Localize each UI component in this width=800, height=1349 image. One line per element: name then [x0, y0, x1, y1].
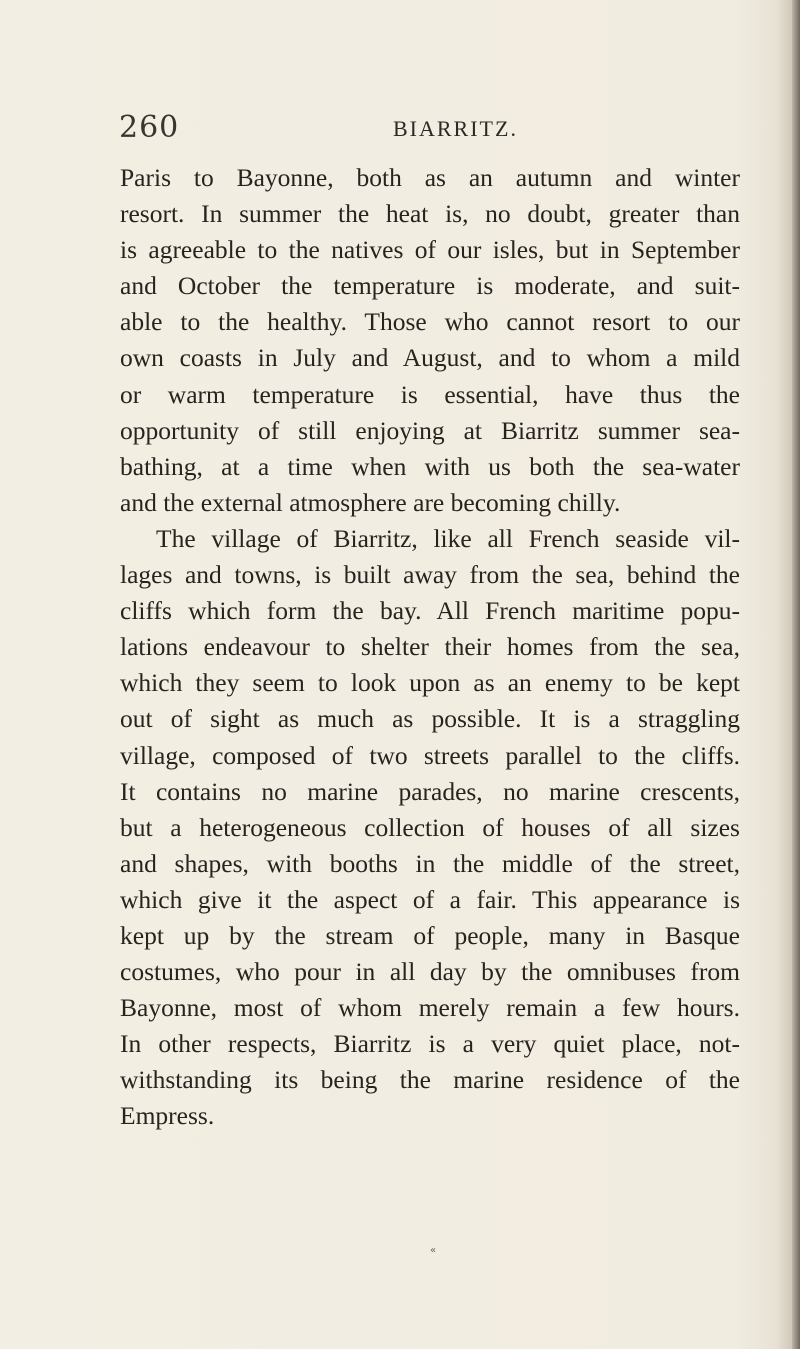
text-line: lages and towns, is built away from the sea, behind the: [120, 560, 740, 590]
text-line: and October the temperature is moderate, and suit-: [120, 271, 740, 301]
page-header: [119, 110, 719, 150]
text-line: In other respects, Biarritz is a very quiet place, not-: [120, 1029, 740, 1059]
text-line: opportunity of still enjoying at Biarritz summer sea-: [120, 415, 740, 445]
text-line: kept up by the stream of people, many in Basque: [120, 920, 740, 950]
text-line: and the external atmosphere are becoming chilly.: [120, 487, 621, 517]
text-line: and shapes, with booths in the middle of the street,: [120, 848, 740, 878]
text-line: village, composed of two streets parallel to the cliffs.: [120, 740, 740, 770]
text-line: It contains no marine parades, no marine crescents,: [120, 776, 740, 806]
text-line: cliffs which form the bay. All French maritime popu-: [120, 596, 740, 626]
text-line: withstanding its being the marine residence of the: [120, 1065, 740, 1095]
text-line: out of sight as much as possible. It is a straggling: [120, 704, 740, 734]
text-line: Bayonne, most of whom merely remain a few hours.: [120, 993, 740, 1023]
text-line: able to the healthy. Those who cannot resort to our: [120, 307, 740, 337]
text-line: is agreeable to the natives of our isles, but in September: [120, 235, 740, 265]
text-line: costumes, who pour in all day by the omnibuses from: [120, 957, 740, 987]
text-line: which give it the aspect of a fair. This appearance is: [120, 884, 740, 914]
text-line: bathing, at a time when with us both the sea-water: [120, 451, 740, 481]
text-line: resort. In summer the heat is, no doubt, greater than: [120, 199, 740, 229]
text-line: lations endeavour to shelter their homes from the sea,: [120, 632, 740, 662]
page-edge-shadow: [792, 0, 800, 1349]
text-line: The village of Biarritz, like all French seaside vil-: [156, 523, 740, 553]
text-line: or warm temperature is essential, have thus the: [120, 379, 740, 409]
body-text: [120, 160, 740, 1135]
text-line: Empress.: [120, 1101, 215, 1131]
text-line: but a heterogeneous collection of houses of all sizes: [120, 812, 740, 842]
text-line: own coasts in July and August, and to whom a mild: [120, 343, 740, 373]
running-title: BIARRITZ.: [393, 116, 518, 141]
text-line: which they seem to look upon as an enemy to be kept: [120, 668, 740, 698]
page-number: 260: [119, 110, 180, 145]
printer-mark: «: [430, 1245, 437, 1256]
text-line: Paris to Bayonne, both as an autumn and winter: [120, 163, 740, 192]
